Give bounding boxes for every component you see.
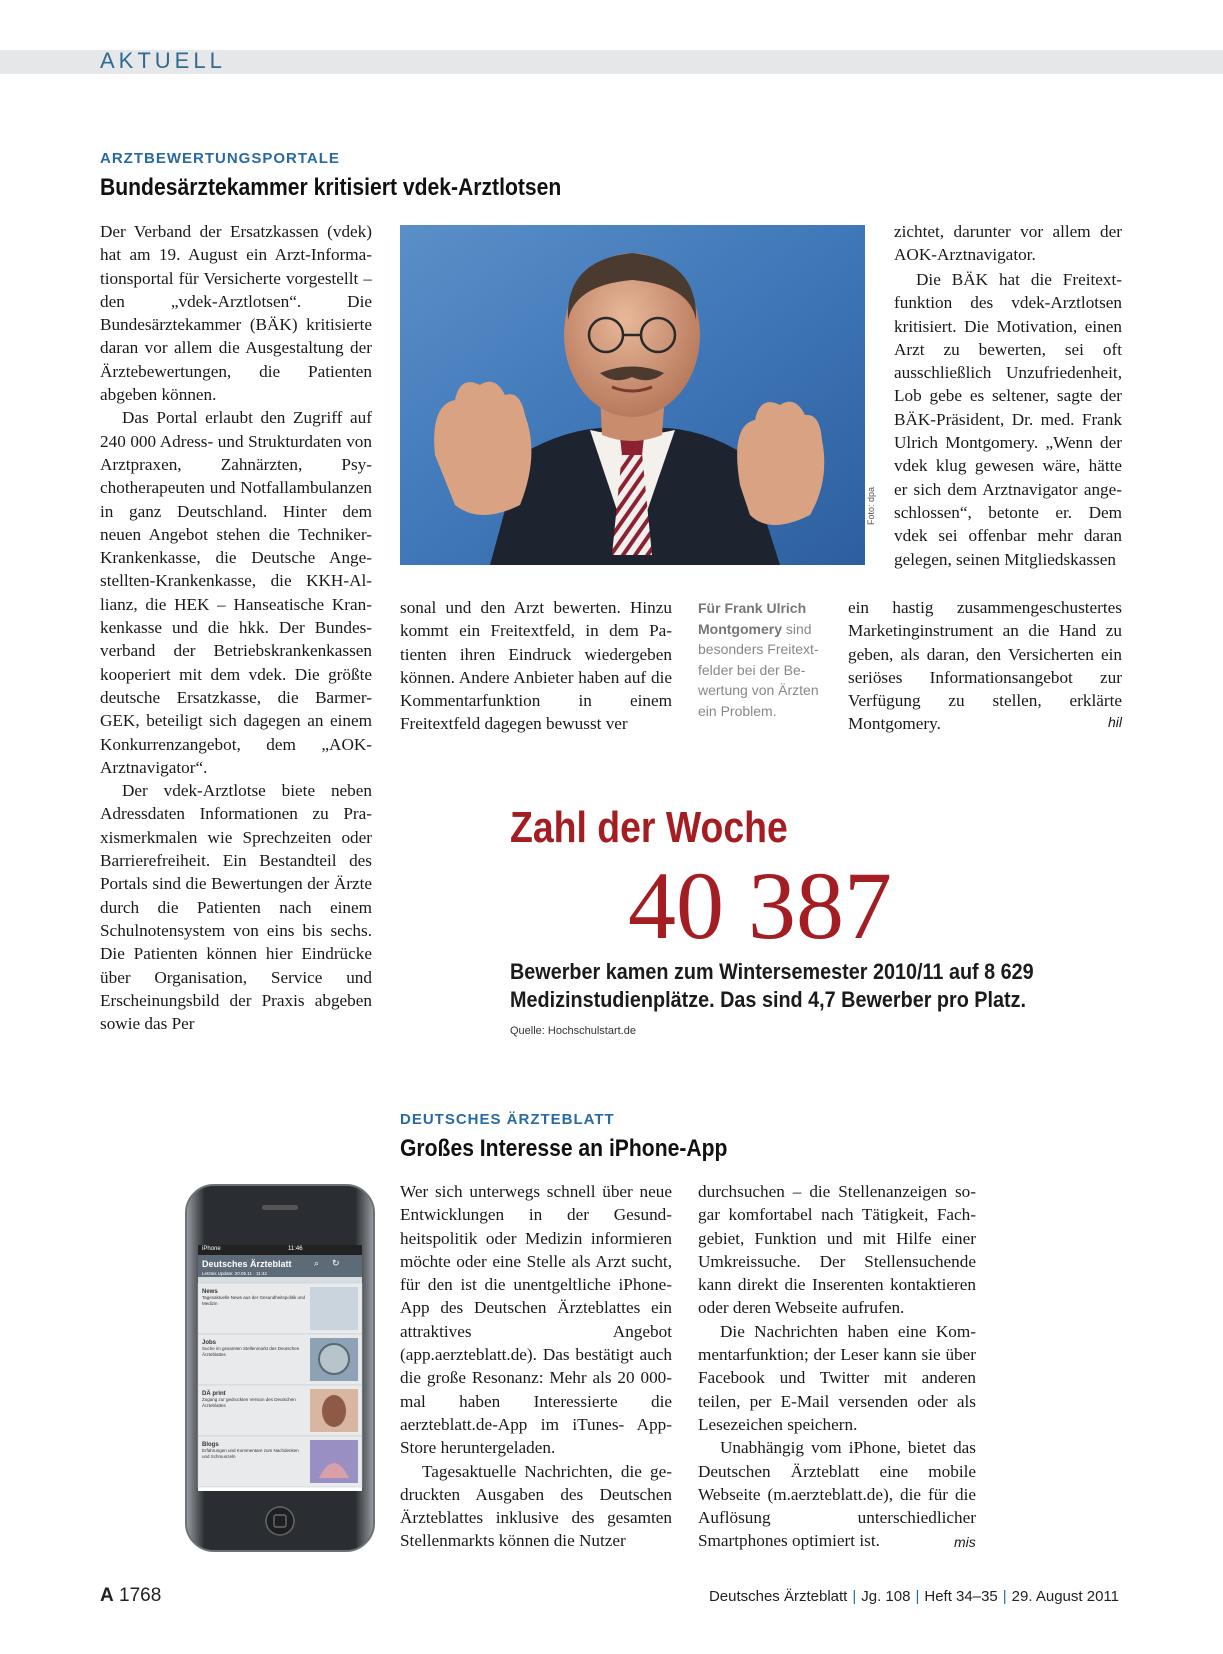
montgomery-photo: [400, 225, 865, 565]
phone-item-desc: Tagesaktuelle News aus der Gesundheitspolitik und Medizin: [202, 1295, 306, 1306]
article1-col1-paragraph: Der vdek-Arztlotse biete neben Adressdaten Informationen zu Praxismerkmalen wie Sprechzeiten oder Barrierefreiheit. Ein Bestandteil des Portals sind die Bewertungen der Ärzte durch die Patienten nach einem Schulnotensystem von eins bis sechs. Die Patienten können hier Eindrücke über Organisation, Service und Erscheinungsbild der Praxis abgeben sowie das Per: [100, 781, 372, 1034]
search-icon: ⌕: [314, 1258, 320, 1268]
phone-carrier: iPhone: [202, 1246, 221, 1252]
article1-col3-continued: ein hastig zusammengeschustertes Marketinginstrument an die Hand zu geben, als daran, den Versicherten ein seriöses Informationsangebot zur Verfügung zu stellen, erklärte Montgomery.: [848, 598, 1122, 734]
article2-kicker: DEUTSCHES ÄRZTEBLATT: [400, 1111, 615, 1128]
article1-col3-paragraph: Die BÄK hat die Freitextfunktion des vdek-Arztlotsen kritisiert. Die Motivation, einen Arzt zu bewerten, sei oft ausschließlich Unzufriedenheit, Lob gebe es seltener, sagte der BÄK-Präsident, Dr. med. Frank Ulrich Montgomery. „Wenn der vdek klug gewesen wäre, hätte er sich dem Arztnavigator angeschlossen“, betonte er. Dem vdek sei offenbar mehr daran gelegen, seinen Mitgliedskassen: [894, 270, 1122, 569]
article2-col1-paragraph: Wer sich unterwegs schnell über neue Entwicklungen in der Gesundheitspolitik oder Medizin informieren möchte oder eine Stelle als Arzt sucht, für den ist die unentgeltliche iPhone-App des Deutschen Ärzteblattes ein attraktives Angebot (app.aerzteblatt.de). Das bestätigt auch die große Resonanz: Mehr als 20 000-mal haben Interessierte die aerzteblatt.de-App im iTunes- App-Store heruntergeladen.: [400, 1182, 672, 1458]
section-label: AKTUELL: [100, 48, 226, 73]
article1-column-3-upper: [894, 268, 1122, 590]
phone-item-title: News: [202, 1289, 218, 1295]
zahl-der-woche-value: 40 387: [628, 852, 892, 959]
article1-kicker: ARZTBEWERTUNGSPORTALE: [100, 150, 340, 167]
page-prefix: A: [100, 1585, 114, 1606]
article1-headline: Bundesärztekammer kritisiert vdek-Arztlotsen: [100, 174, 562, 201]
phone-list-item: [202, 1289, 306, 1307]
phone-item-title: DÄ print: [202, 1391, 226, 1397]
article2-col2-paragraph: Die Nachrichten haben eine Kommentarfunktion; der Leser kann sie über Facebook und Twitter mit anderen teilen, per E-Mail versenden oder als Lesezeichen speichern.: [698, 1321, 976, 1434]
caption-text: sind besonders Freitextfelder bei der Bewertung von Ärzten ein Problem.: [698, 620, 819, 719]
phone-time: 11:46: [288, 1246, 303, 1252]
article2-signature: mis: [954, 1534, 976, 1550]
article2-column-2: [698, 1180, 976, 1553]
phone-update: Letztes Update: 20.05.11 · 11:42: [202, 1271, 267, 1276]
article1-col3-paragraph: zichtet, darunter vor allem der AOK-Arztnavigator.: [894, 222, 1122, 265]
article2-headline: Großes Interesse an iPhone-App: [400, 1135, 728, 1162]
footer-journal: Deutsches Ärzteblatt: [708, 1588, 848, 1605]
phone-list-item: [202, 1391, 306, 1409]
article2-col1-paragraph: Tagesaktuelle Nachrichten, die gedruckten Ausgaben des Deutschen Ärzteblattes inklusive des gesamten Stellenmarkts können die Nutzer: [400, 1461, 672, 1551]
page-number-value: 1768: [119, 1585, 162, 1606]
caption-bold: Für Frank Ulrich Montgomery: [698, 600, 807, 637]
zahl-der-woche-line2: Medizinstudienplätze. Das sind 4,7 Bewerber pro Platz.: [510, 987, 1027, 1012]
article2-col2-paragraph: Unabhängig vom iPhone, bietet das Deutschen Ärzteblatt eine mobile Webseite (m.aerzteblatt.de), die für die Auflösung unterschiedlicher Smartphones optimiert ist.: [698, 1438, 976, 1551]
phone-list-item: [202, 1442, 306, 1460]
refresh-icon: ↻: [332, 1258, 340, 1268]
footer-citation: Deutsches Ärzteblatt | Jg. 108 | Heft 34–35 | 29. August 2011: [708, 1588, 1119, 1605]
zahl-der-woche-line1: Bewerber kamen zum Wintersemester 2010/11 auf 8 629: [510, 959, 1034, 984]
zahl-der-woche-source: Quelle: Hochschulstart.de: [510, 1025, 636, 1037]
iphone-app-image: [184, 1183, 376, 1553]
phone-item-desc: Erfahrungen und Kommentare zum Nachdenken und Schmunzeln: [202, 1448, 299, 1459]
footer-volume: Jg. 108: [861, 1588, 911, 1605]
article1-column-3-lower: [848, 596, 1122, 736]
footer-date: 29. August 2011: [1011, 1588, 1119, 1605]
page-number: [100, 1585, 161, 1607]
photo-credit: Foto: dpa: [866, 486, 876, 525]
article1-column-2: [400, 596, 672, 736]
footer-issue: Heft 34–35: [924, 1588, 998, 1605]
article1-signature: hil: [1108, 714, 1123, 730]
phone-item-desc: Suche im gesamten Stellenmarkt des Deutschen Ärzteblattes: [202, 1346, 300, 1357]
article2-col2-paragraph: durchsuchen – die Stellenanzeigen sogar komfortabel nach Tätigkeit, Fachgebiet, Funktion und mit Hilfe einer Umkreissuche. Der Stellensuchende kann direkt die Inserenten kontaktieren oder deren Webseite aufrufen.: [698, 1182, 976, 1318]
phone-item-title: Blogs: [202, 1442, 219, 1448]
photo-caption: [698, 598, 824, 721]
phone-app-title: Deutsches Ärzteblatt: [202, 1259, 292, 1269]
article1-col1-paragraph: Der Verband der Ersatzkassen (vdek) hat am 19. August ein Arzt-Informationsportal für Versicherte vorgestellt – den „vdek-Arztlotsen“. Die Bundesärztekammer (BÄK) kritisierte daran vor allem die Ausgestaltung der Ärztebewertungen, die Patienten abgeben können.: [100, 222, 372, 405]
phone-list-item: [202, 1340, 306, 1358]
zahl-der-woche-title: Zahl der Woche: [510, 803, 788, 852]
article1-column-3-top: [894, 220, 1122, 267]
article2-column-1: [400, 1180, 672, 1553]
phone-item-desc: Zugang zur gedruckten Version des Deutschen Ärzteblattes: [202, 1397, 296, 1408]
article1-col2-paragraph: sonal und den Arzt bewerten. Hinzu kommt ein Freitextfeld, in dem Patienten ihren Eindruck wiedergeben können. Andere Anbieter haben auf die Kommentarfunktion in einem Freitextfeld dagegen bewusst ver: [400, 598, 672, 734]
phone-item-title: Jobs: [202, 1340, 217, 1346]
article1-column-1: [100, 220, 372, 1035]
article1-col1-paragraph: Das Portal erlaubt den Zugriff auf 240 000 Adress- und Strukturdaten von Arztpraxen, Zahnärzten, Psychotherapeuten und Notfallambulanzen in ganz Deutschland. Hinter dem neuen Angebot stehen die Techniker-Krankenkasse, die Deutsche Angestellten-Krankenkasse, die KKH-Allianz, die HEK – Hanseatische Krankenkasse und die hkk. Der Bundesverband der Betriebskrankenkassen kooperiert mit dem vdek. Die größte deutsche Ersatzkasse, die Barmer-GEK, beteiligt sich dagegen an einem Konkurrenzangebot, dem „AOK-Arztnavigator“.: [100, 408, 372, 777]
